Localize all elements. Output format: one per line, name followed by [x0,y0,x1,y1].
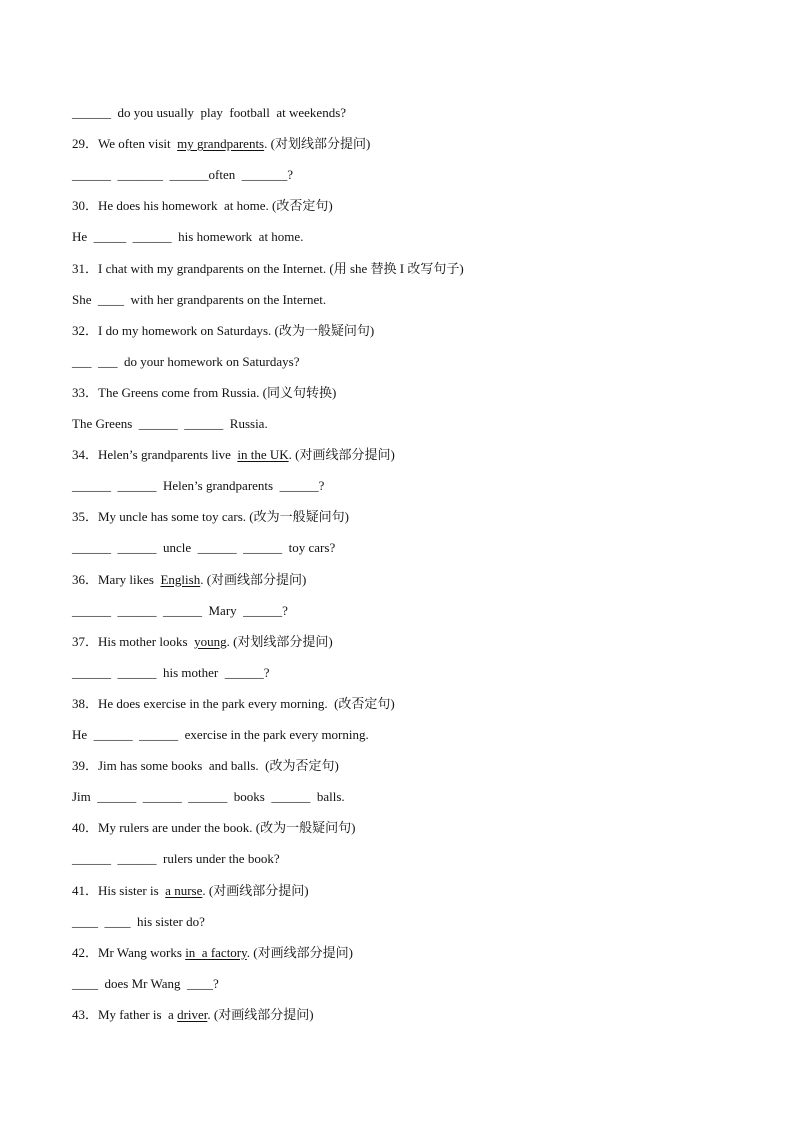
line-text: . (对画线部分提问) [246,944,353,960]
underlined-phrase: English [160,571,201,587]
line-text: ______ do you usually play football at weekends? [72,105,347,120]
underlined-phrase: in the UK [237,447,289,463]
question-line [72,261,464,277]
answer-line [72,914,205,930]
question-line [72,883,309,899]
line-text: 42．Mr Wang works [72,944,186,960]
answer-line [72,540,335,556]
line-text: 41．His sister is [72,882,166,898]
line-text: . (对划线部分提问) [264,136,371,152]
underlined-phrase: young [194,633,227,649]
question-line [72,696,395,712]
line-text: 37．His mother looks [72,633,195,649]
question-line [72,572,306,588]
line-text: . (对画线部分提问) [200,571,307,587]
line-text: ____ does Mr Wang ____? [72,975,219,991]
underlined-phrase: a nurse [165,882,203,898]
line-text: She ____ with her grandparents on the Internet. [72,291,327,307]
line-text: Jim ______ ______ ______ books ______ balls. [72,789,345,805]
answer-line [72,229,303,245]
line-text: ______ _______ ______often _______? [72,167,293,183]
underlined-phrase: in a factory [185,944,247,960]
line-text: 30．He does his homework at home. (改否定句) [72,198,333,214]
answer-line [72,603,288,619]
answer-line [72,167,293,183]
question-line [72,634,333,650]
line-text: He _____ ______ his homework at home. [72,229,304,245]
line-text: 32．I do my homework on Saturdays. (改为一般疑问句) [72,322,375,338]
line-text: ____ ____ his sister do? [72,913,205,929]
question-line [72,1007,314,1023]
line-text: ______ ______ rulers under the book? [72,851,280,867]
answer-line [72,665,270,681]
line-text: 38．He does exercise in the park every morning. (改否定句) [72,695,395,711]
line-text: 33．The Greens come from Russia. (同义句转换) [72,384,337,400]
line-text: . (对画线部分提问) [202,882,309,898]
line-text: ______ ______ Helen’s grandparents ______? [72,478,325,494]
answer-line [72,478,324,494]
line-text: 39．Jim has some books and balls. (改为否定句) [72,758,339,774]
answer-line [72,354,299,370]
line-text: . (对划线部分提问) [226,633,333,649]
question-line [72,945,353,961]
line-text: . (对画线部分提问) [288,447,395,463]
line-text: ______ ______ uncle ______ ______ toy cars? [72,540,336,556]
line-text: 29．We often visit [72,136,178,152]
answer-line [72,416,268,432]
question-line [72,198,333,214]
answer-line [72,789,345,805]
answer-line [72,105,346,121]
question-line [72,447,395,463]
underlined-phrase: my grandparents [177,136,265,152]
answer-line [72,976,219,992]
question-line [72,820,355,836]
line-text: 35．My uncle has some toy cars. (改为一般疑问句) [72,509,349,525]
line-text: The Greens ______ ______ Russia. [72,416,268,431]
answer-line [72,851,280,867]
line-text: He ______ ______ exercise in the park every morning. [72,727,369,742]
underlined-phrase: driver [177,1006,208,1022]
line-text: ______ ______ his mother ______? [72,664,270,680]
question-line [72,385,336,401]
line-text: 34．Helen’s grandparents live [72,447,238,463]
answer-line [72,727,369,743]
line-text: 40．My rulers are under the book. (改为一般疑问句) [72,820,356,836]
line-text: 36．Mary likes [72,571,161,587]
question-line [72,509,349,525]
question-line [72,136,370,152]
answer-line [72,292,326,308]
line-text: ___ ___ do your homework on Saturdays? [72,353,300,369]
line-text: 31．I chat with my grandparents on the Internet. (用 she 替换 I 改写句子) [72,260,464,276]
question-line [72,758,339,774]
line-text: . (对画线部分提问) [207,1006,314,1022]
line-text: ______ ______ ______ Mary ______? [72,602,288,618]
line-text: 43．My father is a [72,1006,178,1022]
question-line [72,323,374,339]
